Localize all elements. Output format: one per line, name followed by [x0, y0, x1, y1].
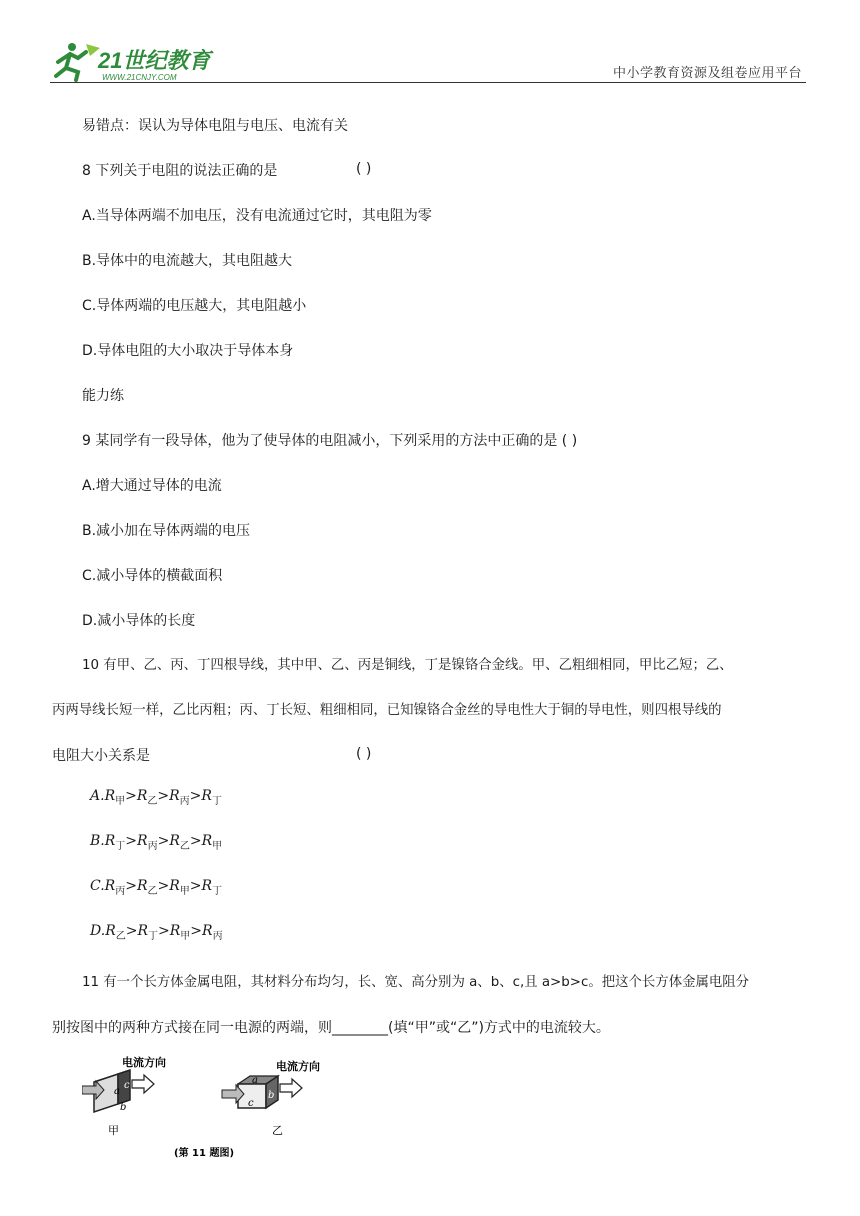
arrow-out-yi [280, 1079, 302, 1097]
q9-stem: 9 某同学有一段导体，他为了使导体的电阻减小，下列采用的方法中正确的是 ( ) [82, 433, 578, 449]
greater-than: > [189, 788, 202, 804]
greater-than: > [189, 878, 202, 894]
q8-option-c: C.导体两端的电压越大，其电阻越小 [82, 298, 307, 314]
wire-subscript: 丁 [211, 795, 222, 807]
letter-b-jia: b [120, 1102, 127, 1113]
wire-subscript: 丁 [115, 840, 126, 852]
resistance-symbol: R [169, 923, 181, 939]
wire-subscript: 乙 [179, 840, 190, 852]
resistance-symbol: R [137, 923, 149, 939]
q10-option-a [90, 788, 222, 807]
wire-subscript: 甲 [179, 885, 190, 897]
q9-option-d: D.减小导体的长度 [82, 613, 196, 629]
resistance-symbol: R [104, 788, 116, 804]
direction-label-yi: 电流方向 [276, 1060, 320, 1073]
greater-than: > [125, 788, 137, 804]
wire-subscript: 甲 [212, 840, 223, 852]
q11-figure [82, 1050, 352, 1160]
letter-c-jia: c [124, 1080, 130, 1091]
greater-than: > [189, 833, 202, 849]
resistance-symbol: R [201, 788, 212, 804]
q9-option-b: B.减小加在导体两端的电压 [82, 523, 251, 539]
greater-than: > [157, 833, 170, 849]
wire-subscript: 丁 [148, 930, 159, 942]
q10-line-1: 10 有甲、乙、丙、丁四根导线，其中甲、乙、丙是铜线，丁是镍铬合金线。甲、乙粗细相同，甲比乙短；乙、 [82, 658, 733, 673]
resistance-symbol: R [136, 788, 148, 804]
greater-than: > [190, 923, 203, 939]
greater-than: > [157, 788, 170, 804]
arrow-out-jia [132, 1075, 154, 1093]
wire-subscript: 甲 [180, 930, 191, 942]
resistance-symbol: R [201, 878, 213, 894]
runner-icon [56, 43, 100, 80]
wire-subscript: 丙 [212, 930, 223, 942]
wire-subscript: 丙 [179, 795, 190, 807]
section-title: 能力练 [82, 388, 124, 404]
q10-line-2: 丙两导线长短一样，乙比丙粗；丙、丁长短、粗细相同，已知镍铬合金丝的导电性大于铜的导电性，则四根导线的 [52, 703, 722, 718]
resistance-symbol: R [201, 833, 213, 849]
header-divider [50, 82, 806, 83]
wire-subscript: 甲 [115, 795, 126, 807]
resistance-symbol: R [169, 878, 180, 894]
q8-option-d: D.导体电阻的大小取决于导体本身 [82, 343, 294, 359]
resistance-symbol: R [169, 833, 180, 849]
q10-line-3: 电阻大小关系是 [52, 748, 150, 764]
block-yi [222, 1059, 320, 1137]
resistance-symbol: R [202, 923, 213, 939]
option-letter: C. [90, 878, 105, 894]
q9-option-a: A.增大通过导体的电流 [82, 478, 222, 494]
greater-than: > [157, 878, 170, 894]
greater-than: > [158, 923, 170, 939]
resistance-symbol: R [136, 878, 148, 894]
label-yi: 乙 [272, 1124, 283, 1137]
q8-option-b: B.导体中的电流越大，其电阻越大 [82, 253, 293, 269]
letter-c-yi: c [248, 1098, 254, 1109]
figure-caption: (第 11 题图) [174, 1148, 235, 1159]
greater-than: > [125, 923, 138, 939]
wire-subscript: 乙 [147, 795, 158, 807]
q10-option-d [90, 923, 223, 942]
greater-than: > [125, 878, 137, 894]
q10-answer-paren: ( ) [356, 746, 372, 762]
letter-a-jia: a [114, 1086, 120, 1097]
wire-subscript: 丙 [115, 885, 126, 897]
wire-subscript: 乙 [147, 885, 158, 897]
q11-line-1: 11 有一个长方体金属电阻，其材料分布均匀，长、宽、高分别为 a、b、c,且 a>b>c。把这个长方体金属电阻分 [82, 975, 750, 990]
resistance-symbol: R [169, 788, 180, 804]
q8-stem: 8 下列关于电阻的说法正确的是 [82, 163, 278, 179]
wire-subscript: 丁 [212, 885, 223, 897]
platform-name: 中小学教育资源及组卷应用平台 [612, 66, 802, 81]
q9-option-c: C.减小导体的横截面积 [82, 568, 223, 584]
resistance-symbol: R [104, 878, 116, 894]
label-jia: 甲 [108, 1124, 119, 1137]
letter-b-yi: b [268, 1090, 275, 1101]
q8-option-a: A.当导体两端不加电压，没有电流通过它时，其电阻为零 [82, 208, 432, 224]
wire-subscript: 乙 [115, 930, 126, 942]
option-letter: B. [90, 833, 105, 849]
resistance-symbol: R [137, 833, 148, 849]
q11-line-2: 别按图中的两种方式接在同一电源的两端，则________(填“甲”或“乙”)方式中的电流较大。 [52, 1020, 610, 1036]
q10-option-c [90, 878, 222, 897]
block-jia [82, 1055, 166, 1137]
q10-option-b [90, 833, 222, 852]
q8-answer-paren: ( ) [356, 161, 372, 177]
logo-url: WWW.21CNJY.COM [102, 73, 177, 82]
mistake-point: 易错点：误认为导体电阻与电压、电流有关 [82, 118, 348, 134]
option-letter: A. [90, 788, 105, 804]
wire-subscript: 丙 [147, 840, 158, 852]
page-header [50, 38, 806, 84]
letter-a-yi: a [252, 1075, 258, 1086]
resistance-symbol: R [105, 923, 116, 939]
logo [50, 38, 220, 84]
direction-label-jia: 电流方向 [122, 1056, 166, 1069]
resistance-symbol: R [104, 833, 116, 849]
option-letter: D. [90, 923, 106, 939]
greater-than: > [125, 833, 138, 849]
logo-text: 21世纪教育 [98, 48, 211, 73]
